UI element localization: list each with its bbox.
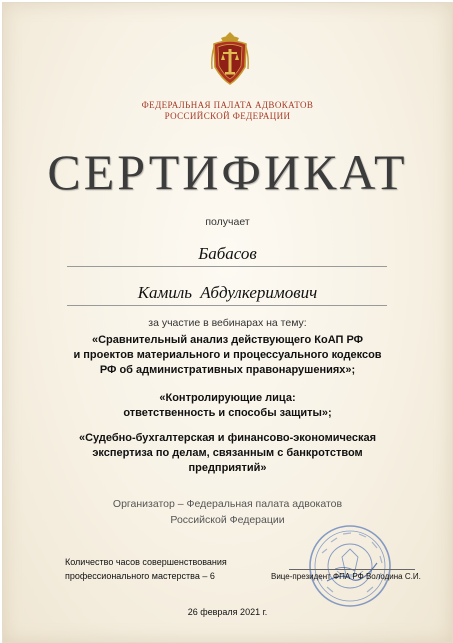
organizer-line-2: Российской Федерации (170, 514, 285, 526)
issue-date: 26 февраля 2021 г. (187, 607, 268, 617)
topic-3-line-1: «Судебно-бухгалтерская и финансово-экономическая (78, 432, 377, 444)
topic-2 (3, 391, 452, 421)
training-hours-line-2: профессионального мастерства – 6 (65, 571, 215, 581)
org-name-line-2: РОССИЙСКОЙ ФЕДЕРАЦИИ (164, 111, 291, 121)
signer-name: Вице-президент ФПА РФ Володина С.И. (271, 572, 421, 581)
participation-label: за участие в вебинарах на тему: (148, 317, 307, 329)
topic-1-line-3: РФ об административных правонарушениях»; (99, 364, 356, 376)
topic-1-line-1: «Сравнительный анализ действующего КоАП РФ (91, 334, 364, 346)
given-names-underline (67, 305, 387, 306)
certificate-title: СЕРТИФИКАТ (47, 144, 408, 200)
recipient-given-names: Камиль Абдулкеримович (137, 283, 318, 302)
topic-1 (3, 333, 452, 378)
surname-underline (67, 266, 387, 267)
topic-3-line-3: предприятий» (188, 462, 267, 474)
signature-line (289, 569, 415, 570)
topic-1-line-2: и проектов материального и процессуального кодексов (73, 349, 382, 361)
topic-2-line-1: «Контролирующие лица: (159, 392, 296, 404)
training-hours (65, 555, 227, 583)
fpa-coat-of-arms-icon (208, 29, 252, 87)
certificate (2, 2, 453, 643)
topic-2-line-2: ответственность и способы защиты»; (123, 407, 332, 419)
training-hours-line-1: Количество часов совершенствования (65, 557, 227, 567)
org-name-line-1: ФЕДЕРАЛЬНАЯ ПАЛАТА АДВОКАТОВ (141, 100, 314, 110)
receives-label: получает (205, 216, 250, 228)
topic-3-line-2: экспертиза по делам, связанным с банкротством (92, 447, 363, 459)
topic-3 (3, 431, 452, 476)
organizer-line-1: Организатор – Федеральная палата адвокатов (112, 498, 343, 510)
official-seal-stamp (307, 523, 393, 609)
recipient-surname: Бабасов (198, 244, 257, 263)
